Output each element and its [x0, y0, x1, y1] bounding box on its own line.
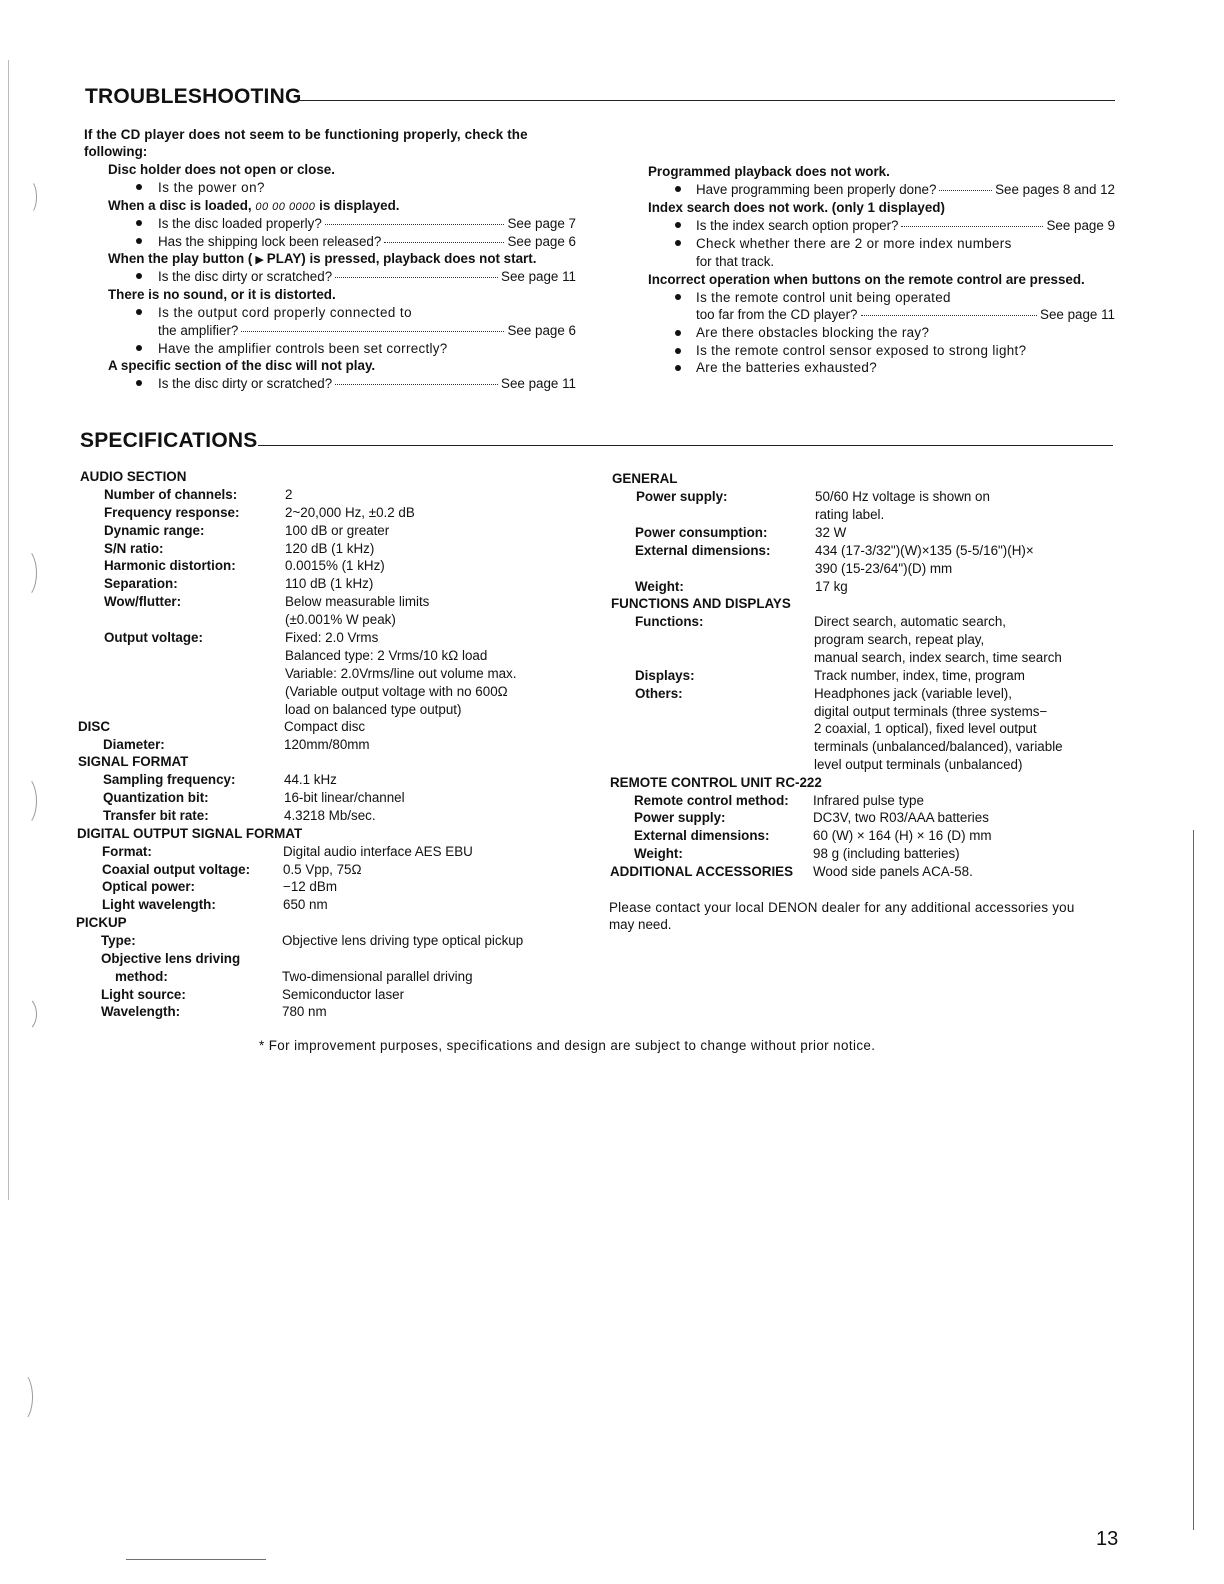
spec-label: Dynamic range:: [104, 523, 205, 538]
check-programming-text: Have programming been properly done?: [696, 182, 937, 197]
page-ref: See page 6: [507, 234, 576, 249]
page-ref: See page 9: [1046, 218, 1115, 233]
left-margin-line: [8, 60, 9, 1200]
bullet: [136, 380, 142, 386]
spec-label: Output voltage:: [104, 630, 203, 645]
page-ref: See page 6: [507, 323, 576, 338]
spec-value: 2: [285, 487, 293, 502]
check-obstacles: Are there obstacles blocking the ray?: [696, 325, 930, 340]
spec-value: Headphones jack (variable level),: [814, 686, 1012, 701]
spec-disc-section: DISC: [78, 719, 110, 734]
check-remote-distance-text: too far from the CD player?: [696, 307, 858, 322]
check-remote-distance: Is the remote control unit being operated: [696, 290, 951, 305]
spec-label: Number of channels:: [104, 487, 238, 502]
page-ref: See page 11: [501, 376, 576, 391]
spec-label: Coaxial output voltage:: [102, 862, 251, 877]
check-output-cord: Is the output cord properly connected to: [158, 305, 412, 320]
spec-value: Infrared pulse type: [813, 793, 924, 808]
check-programming: [696, 181, 1115, 199]
spec-value: Semiconductor laser: [282, 987, 405, 1002]
spec-value: terminals (unbalanced/balanced), variable: [814, 739, 1063, 754]
spec-label: Remote control method:: [634, 793, 789, 808]
spec-label: Objective lens driving: [101, 951, 241, 966]
spec-value: manual search, index search, time search: [814, 650, 1062, 665]
check-remote-distance-cont: [696, 306, 1115, 324]
spec-footnote: * For improvement purposes, specifications and design are subject to change without prior notice.: [259, 1038, 876, 1053]
spec-value: 2 coaxial, 1 optical), fixed level output: [814, 721, 1037, 736]
spec-value: 0.5 Vpp, 75Ω: [283, 862, 362, 877]
check-disc-loaded-text: Is the disc loaded properly?: [158, 216, 322, 231]
spec-label: Wow/flutter:: [104, 594, 182, 609]
problem-play-button: [108, 250, 536, 270]
bullet: [136, 238, 142, 244]
page-ref: See pages 8 and 12: [995, 182, 1115, 197]
problem-play-button-text: When the play button (: [108, 251, 253, 266]
bullet: [136, 184, 142, 190]
spec-remote-section: REMOTE CONTROL UNIT RC-222: [610, 775, 822, 790]
spec-value: DC3V, two R03/AAA batteries: [813, 810, 989, 825]
bullet: [136, 220, 142, 226]
spec-digital-output-section: DIGITAL OUTPUT SIGNAL FORMAT: [77, 826, 303, 841]
spec-value: 434 (17-3/32")(W)×135 (5-5/16")(H)×: [815, 543, 1034, 558]
spec-value: 98 g (including batteries): [813, 846, 960, 861]
bullet: [675, 186, 681, 192]
bullet: [675, 294, 681, 300]
spec-value: Track number, index, time, program: [814, 668, 1025, 683]
spec-value: 17 kg: [815, 579, 848, 594]
spec-value: 16-bit linear/channel: [284, 790, 405, 805]
spec-label: Power supply:: [636, 489, 728, 504]
spec-value: 0.0015% (1 kHz): [285, 558, 385, 573]
binder-hole-mark: [12, 548, 37, 598]
spec-label: Displays:: [635, 668, 695, 683]
spec-label: Harmonic distortion:: [104, 558, 236, 573]
check-disc-dirty-2-text: Is the disc dirty or scratched?: [158, 376, 333, 391]
spec-label: Weight:: [635, 579, 684, 594]
spec-value: Balanced type: 2 Vrms/10 kΩ load: [285, 648, 488, 663]
binder-hole-mark: [10, 996, 37, 1032]
spec-additional-accessories: ADDITIONAL ACCESSORIES: [610, 864, 794, 879]
binder-hole-mark: [10, 1372, 33, 1422]
spec-label: Power consumption:: [635, 525, 768, 540]
spec-label: Weight:: [634, 846, 683, 861]
check-index-numbers-cont: for that track.: [696, 254, 775, 269]
check-disc-dirty-2: [158, 375, 576, 393]
spec-label: External dimensions:: [634, 828, 770, 843]
spec-label: S/N ratio:: [104, 541, 164, 556]
check-output-cord-text: the amplifier?: [158, 323, 239, 338]
spec-value: Digital audio interface AES EBU: [283, 844, 473, 859]
spec-label: Type:: [101, 933, 136, 948]
problem-play-button-text-end: PLAY) is pressed, playback does not start.: [266, 251, 537, 266]
right-margin-line: [1193, 830, 1194, 1530]
problem-programmed-playback: Programmed playback does not work.: [648, 164, 890, 179]
spec-value: (±0.001% W peak): [285, 612, 396, 627]
spec-value: Objective lens driving type optical pickup: [282, 933, 524, 948]
spec-signal-format-section: SIGNAL FORMAT: [78, 754, 189, 769]
problem-disc-loaded-text: When a disc is loaded,: [108, 198, 252, 213]
spec-value: Wood side panels ACA-58.: [813, 864, 973, 879]
spec-value: program search, repeat play,: [814, 632, 985, 647]
spec-value: 100 dB or greater: [285, 523, 390, 538]
check-disc-dirty-text: Is the disc dirty or scratched?: [158, 269, 333, 284]
problem-specific-section: A specific section of the disc will not play.: [108, 358, 376, 373]
binder-hole-mark: [22, 180, 37, 214]
bottom-rule: [126, 1559, 266, 1560]
page-ref: See page 11: [1040, 307, 1115, 322]
spec-label: Wavelength:: [101, 1004, 181, 1019]
spec-value: Below measurable limits: [285, 594, 430, 609]
problem-remote-control: Incorrect operation when buttons on the remote control are pressed.: [648, 272, 1085, 287]
spec-value: 32 W: [815, 525, 847, 540]
problem-disc-loaded-text-end: is displayed.: [319, 198, 400, 213]
check-sensor-light: Is the remote control sensor exposed to strong light?: [696, 343, 1027, 358]
spec-value: Direct search, automatic search,: [814, 614, 1007, 629]
spec-label: Sampling frequency:: [103, 772, 236, 787]
check-batteries: Are the batteries exhausted?: [696, 360, 878, 375]
spec-label: method:: [115, 969, 168, 984]
spec-label: Power supply:: [634, 810, 726, 825]
problem-index-search: Index search does not work. (only 1 displayed): [648, 200, 945, 215]
problem-disc-loaded: [108, 197, 400, 217]
specifications-heading: SPECIFICATIONS: [80, 429, 258, 452]
page-number: 13: [1096, 1528, 1119, 1550]
spec-label: Others:: [635, 686, 683, 701]
spec-value: 650 nm: [283, 897, 328, 912]
spec-value: −12 dBm: [283, 879, 337, 894]
spec-value: digital output terminals (three systems−: [814, 704, 1048, 719]
spec-label: Light source:: [101, 987, 186, 1002]
check-power: Is the power on?: [158, 180, 266, 195]
specifications-rule: [258, 445, 1113, 446]
check-disc-dirty: [158, 268, 576, 286]
bullet: [675, 240, 681, 246]
spec-label: Diameter:: [103, 737, 165, 752]
check-index-numbers: Check whether there are 2 or more index numbers: [696, 236, 1012, 251]
spec-value: 44.1 kHz: [284, 772, 337, 787]
spec-functions-section: FUNCTIONS AND DISPLAYS: [611, 596, 791, 611]
page-ref: See page 7: [507, 216, 576, 231]
spec-label: Format:: [102, 844, 152, 859]
spec-value: Compact disc: [284, 719, 366, 734]
check-disc-loaded: [158, 215, 576, 233]
spec-value: 2~20,000 Hz, ±0.2 dB: [285, 505, 415, 520]
spec-value: 120 dB (1 kHz): [285, 541, 375, 556]
spec-value: 50/60 Hz voltage is shown on: [815, 489, 990, 504]
page-ref: See page 11: [501, 269, 576, 284]
spec-value: level output terminals (unbalanced): [814, 757, 1023, 772]
spec-value: 60 (W) × 164 (H) × 16 (D) mm: [813, 828, 992, 843]
spec-value: rating label.: [815, 507, 885, 522]
spec-label: Separation:: [104, 576, 178, 591]
check-shipping-lock-text: Has the shipping lock been released?: [158, 234, 382, 249]
spec-value: Two-dimensional parallel driving: [282, 969, 473, 984]
spec-audio-section: AUDIO SECTION: [80, 469, 187, 484]
spec-label: Quantization bit:: [103, 790, 209, 805]
spec-value: 390 (15-23/64")(D) mm: [815, 561, 953, 576]
check-shipping-lock: [158, 233, 576, 251]
spec-label: Transfer bit rate:: [103, 808, 209, 823]
bullet: [136, 345, 142, 351]
spec-value: Fixed: 2.0 Vrms: [285, 630, 379, 645]
troubleshooting-rule: [300, 100, 1115, 101]
troubleshooting-intro: If the CD player does not seem to be functioning properly, check the: [84, 127, 528, 142]
spec-value: 4.3218 Mb/sec.: [284, 808, 376, 823]
check-amp-controls: Have the amplifier controls been set correctly?: [158, 341, 448, 356]
contact-dealer-note-cont: may need.: [609, 917, 672, 932]
problem-disc-holder: Disc holder does not open or close.: [108, 162, 335, 177]
spec-value: load on balanced type output): [285, 702, 462, 717]
spec-value: Variable: 2.0Vrms/line out volume max.: [285, 666, 517, 681]
spec-value: (Variable output voltage with no 600Ω: [285, 684, 508, 699]
spec-pickup-section: PICKUP: [76, 915, 127, 930]
spec-label: Light wavelength:: [102, 897, 216, 912]
bullet: [675, 222, 681, 228]
bullet: [136, 309, 142, 315]
binder-hole-mark: [12, 776, 37, 826]
troubleshooting-heading: TROUBLESHOOTING: [85, 85, 302, 108]
bullet: [675, 348, 681, 354]
spec-general-section: GENERAL: [612, 471, 678, 486]
check-index-search-text: Is the index search option proper?: [696, 218, 899, 233]
play-icon: ▶: [255, 254, 264, 266]
spec-value: 780 nm: [282, 1004, 327, 1019]
spec-value: 120mm/80mm: [284, 737, 370, 752]
bullet: [136, 273, 142, 279]
spec-label: Frequency response:: [104, 505, 240, 520]
spec-label: External dimensions:: [635, 543, 771, 558]
problem-no-sound: There is no sound, or it is distorted.: [108, 287, 336, 302]
spec-label: Functions:: [635, 614, 704, 629]
spec-value: 110 dB (1 kHz): [285, 576, 374, 591]
display-readout: 00 00 0000: [255, 201, 316, 213]
check-output-cord-cont: [158, 322, 576, 340]
bullet: [675, 330, 681, 336]
bullet: [675, 365, 681, 371]
spec-label: Optical power:: [102, 879, 196, 894]
contact-dealer-note: Please contact your local DENON dealer for any additional accessories you: [609, 900, 1075, 915]
troubleshooting-intro-cont: following:: [84, 144, 148, 159]
check-index-search: [696, 217, 1115, 235]
